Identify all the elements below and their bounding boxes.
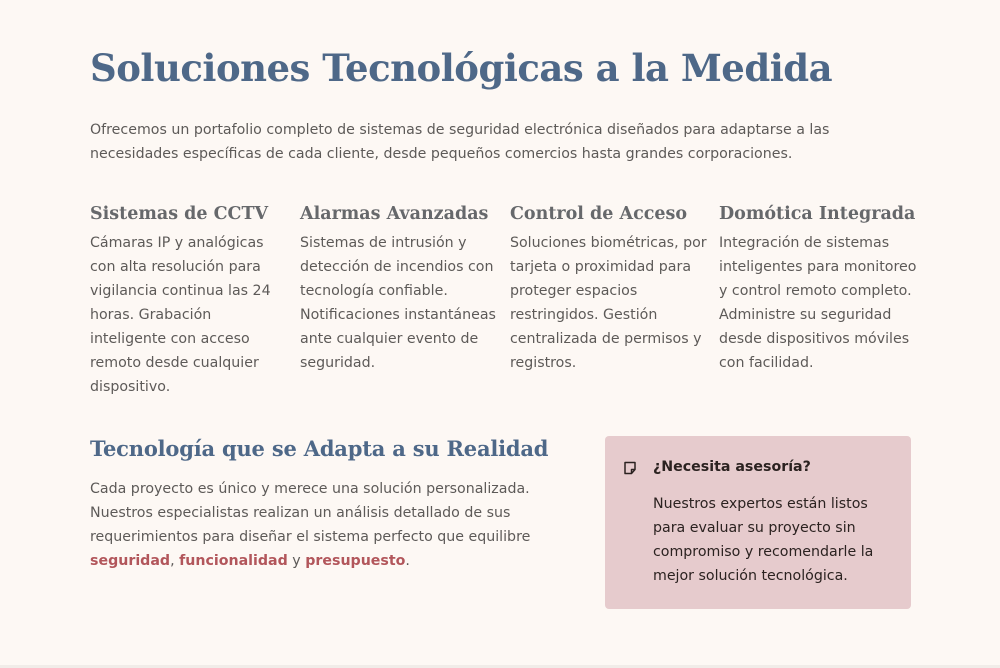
service-description: Integración de sistemas inteligentes para monitoreo y control remoto completo. Administre su seguridad desde dispositivos móviles con facilidad. [719,235,917,371]
note-icon [623,460,637,474]
advice-callout [605,436,911,609]
adapt-paragraph [90,477,540,573]
service-title: Control de Acceso [510,204,688,224]
service-home-automation [719,200,919,375]
separator: , [170,553,180,569]
service-title: Sistemas de CCTV [90,204,269,224]
callout-title: ¿Necesita asesoría? [653,459,811,475]
adapt-title: Tecnología que se Adapta a su Realidad [90,436,549,461]
service-description: Cámaras IP y analógicas con alta resolución para vigilancia continua las 24 horas. Grabación inteligente con acceso remoto desde cualquier dispositivo. [90,235,271,395]
service-title: Alarmas Avanzadas [300,204,489,224]
page-title: Soluciones Tecnológicas a la Medida [90,46,833,90]
highlight-functionality: funcionalidad [179,553,288,569]
adapt-text: Cada proyecto es único y merece una solución personalizada. Nuestros especialistas realizan un análisis detallado de sus requerimientos para diseñar el sistema perfecto que equilibre [90,481,531,545]
service-alarms [300,200,500,375]
service-cctv [90,200,290,399]
callout-text: Nuestros expertos están listos para evaluar su proyecto sin compromiso y recomendarle la mejor solución tecnológica. [653,496,874,584]
period: . [405,553,410,569]
highlight-budget: presupuesto [305,553,406,569]
service-description: Soluciones biométricas, por tarjeta o proximidad para proteger espacios restringidos. Gestión centralizada de permisos y registros. [510,235,707,371]
service-description: Sistemas de intrusión y detección de incendios con tecnología confiable. Notificaciones instantáneas ante cualquier evento de seguridad. [300,235,496,371]
service-title: Domótica Integrada [719,204,916,224]
separator: y [287,553,306,569]
highlight-security: seguridad [90,553,171,569]
intro-paragraph: Ofrecemos un portafolio completo de sistemas de seguridad electrónica diseñados para adaptarse a las necesidades específicas de cada cliente, desde pequeños comercios hasta grandes corporaciones. [90,122,830,162]
service-access-control [510,200,710,375]
